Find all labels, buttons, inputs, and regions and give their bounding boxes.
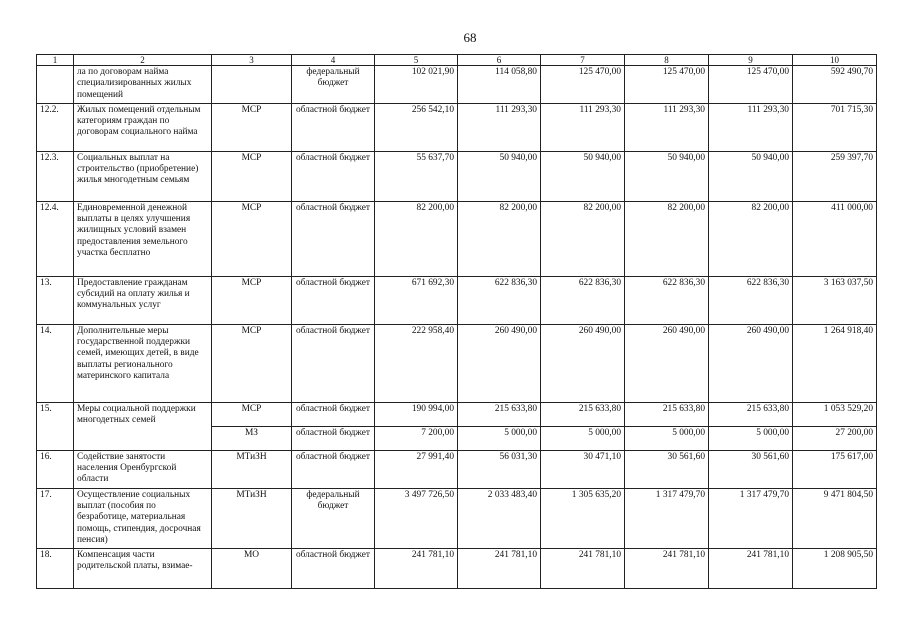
table-row [37,549,877,589]
amount-cell: 241 781,10 [458,549,541,589]
row-number: 16. [37,450,74,488]
amount-cell: 241 781,10 [709,549,793,589]
funding-source: федеральный бюджет [292,66,375,104]
executor: МЗ [212,426,292,450]
amount-cell: 125 470,00 [625,66,709,104]
column-number: 8 [625,55,709,66]
amount-cell: 82 200,00 [541,201,625,276]
amount-cell: 5 000,00 [541,426,625,450]
measure-name: Единовременной денежной выплаты в целях улучшения жилищных условий взамен предоставления земельного участка бесплатно [74,201,212,276]
column-number: 6 [458,55,541,66]
funding-source: областной бюджет [292,201,375,276]
amount-cell: 622 836,30 [625,276,709,324]
amount-cell: 27 991,40 [375,450,458,488]
amount-cell: 3 497 726,50 [375,488,458,548]
measure-name: ла по договорам найма специализированных жилых помещений [74,66,212,104]
amount-cell: 125 470,00 [541,66,625,104]
executor: МСР [212,201,292,276]
amount-cell: 1 264 918,40 [793,324,877,402]
executor: МСР [212,151,292,201]
amount-cell: 102 021,90 [375,66,458,104]
amount-cell: 215 633,80 [458,402,541,426]
table-row [37,450,877,488]
amount-cell: 1 317 479,70 [625,488,709,548]
amount-cell: 1 305 635,20 [541,488,625,548]
amount-cell: 5 000,00 [458,426,541,450]
amount-cell: 190 994,00 [375,402,458,426]
amount-cell: 260 490,00 [458,324,541,402]
row-number: 14. [37,324,74,402]
amount-cell: 241 781,10 [625,549,709,589]
amount-cell: 27 200,00 [793,426,877,450]
funding-source: областной бюджет [292,151,375,201]
amount-cell: 7 200,00 [375,426,458,450]
amount-cell: 260 490,00 [709,324,793,402]
column-number: 3 [212,55,292,66]
executor: МСР [212,276,292,324]
executor: МО [212,549,292,589]
amount-cell: 111 293,30 [709,103,793,151]
amount-cell: 82 200,00 [458,201,541,276]
measure-name: Дополнительные меры государственной поддержки семей, имеющих детей, в виде выплаты регионального материнского капитала [74,324,212,402]
amount-cell: 1 208 905,50 [793,549,877,589]
measure-name: Жилых помещений отдельным категориям граждан по договорам социального найма [74,103,212,151]
measure-name: Осуществление социальных выплат (пособия по безработице, материальная помощь, стипендия, досрочная пенсия) [74,488,212,548]
budget-table [36,54,877,589]
amount-cell: 114 058,80 [458,66,541,104]
amount-cell: 622 836,30 [709,276,793,324]
column-number: 7 [541,55,625,66]
table-row [37,103,877,151]
funding-source: областной бюджет [292,324,375,402]
amount-cell: 56 031,30 [458,450,541,488]
row-number: 17. [37,488,74,548]
table-row [37,66,877,104]
table-row [37,151,877,201]
funding-source: областной бюджет [292,402,375,426]
table-row [37,201,877,276]
executor: МСР [212,103,292,151]
amount-cell: 215 633,80 [541,402,625,426]
amount-cell: 592 490,70 [793,66,877,104]
row-number: 12.2. [37,103,74,151]
column-number: 9 [709,55,793,66]
amount-cell: 50 940,00 [625,151,709,201]
amount-cell: 50 940,00 [709,151,793,201]
row-number: 18. [37,549,74,589]
amount-cell: 671 692,30 [375,276,458,324]
funding-source: областной бюджет [292,450,375,488]
amount-cell: 241 781,10 [375,549,458,589]
amount-cell: 30 561,60 [625,450,709,488]
column-number: 2 [74,55,212,66]
amount-cell: 256 542,10 [375,103,458,151]
funding-source: областной бюджет [292,276,375,324]
amount-cell: 5 000,00 [625,426,709,450]
column-number-row [37,55,877,66]
amount-cell: 260 490,00 [541,324,625,402]
executor: МСР [212,324,292,402]
amount-cell: 2 033 483,40 [458,488,541,548]
column-number: 10 [793,55,877,66]
amount-cell: 1 317 479,70 [709,488,793,548]
amount-cell: 622 836,30 [541,276,625,324]
amount-cell: 411 000,00 [793,201,877,276]
amount-cell: 111 293,30 [541,103,625,151]
measure-name: Меры социальной поддержки многодетных семей [74,402,212,450]
amount-cell: 30 561,60 [709,450,793,488]
funding-source: областной бюджет [292,426,375,450]
amount-cell: 175 617,00 [793,450,877,488]
amount-cell: 82 200,00 [375,201,458,276]
amount-cell: 82 200,00 [709,201,793,276]
amount-cell: 55 637,70 [375,151,458,201]
row-number: 13. [37,276,74,324]
amount-cell: 222 958,40 [375,324,458,402]
amount-cell: 111 293,30 [625,103,709,151]
amount-cell: 701 715,30 [793,103,877,151]
executor: МТиЗН [212,450,292,488]
table-row [37,324,877,402]
amount-cell: 260 490,00 [625,324,709,402]
column-number: 1 [37,55,74,66]
funding-source: областной бюджет [292,549,375,589]
executor: МТиЗН [212,488,292,548]
executor [212,66,292,104]
amount-cell: 125 470,00 [709,66,793,104]
row-number: 12.3. [37,151,74,201]
funding-source: федеральный бюджет [292,488,375,548]
amount-cell: 3 163 037,50 [793,276,877,324]
amount-cell: 9 471 804,50 [793,488,877,548]
amount-cell: 241 781,10 [541,549,625,589]
funding-source: областной бюджет [292,103,375,151]
table-row [37,402,877,426]
measure-name: Социальных выплат на строительство (приобретение) жилья многодетным семьям [74,151,212,201]
amount-cell: 30 471,10 [541,450,625,488]
measure-name: Предоставление гражданам субсидий на оплату жилья и коммунальных услуг [74,276,212,324]
amount-cell: 50 940,00 [541,151,625,201]
amount-cell: 5 000,00 [709,426,793,450]
measure-name: Компенсация части родительской платы, взимае- [74,549,212,589]
table-row [37,488,877,548]
page-number: 68 [463,30,477,45]
amount-cell: 259 397,70 [793,151,877,201]
row-number: 12.4. [37,201,74,276]
amount-cell: 215 633,80 [625,402,709,426]
row-number: 15. [37,402,74,450]
measure-name: Содействие занятости населения Оренбургской области [74,450,212,488]
row-number [37,66,74,104]
amount-cell: 82 200,00 [625,201,709,276]
amount-cell: 1 053 529,20 [793,402,877,426]
amount-cell: 50 940,00 [458,151,541,201]
amount-cell: 111 293,30 [458,103,541,151]
executor: МСР [212,402,292,426]
column-number: 5 [375,55,458,66]
amount-cell: 215 633,80 [709,402,793,426]
table-row [37,276,877,324]
amount-cell: 622 836,30 [458,276,541,324]
column-number: 4 [292,55,375,66]
